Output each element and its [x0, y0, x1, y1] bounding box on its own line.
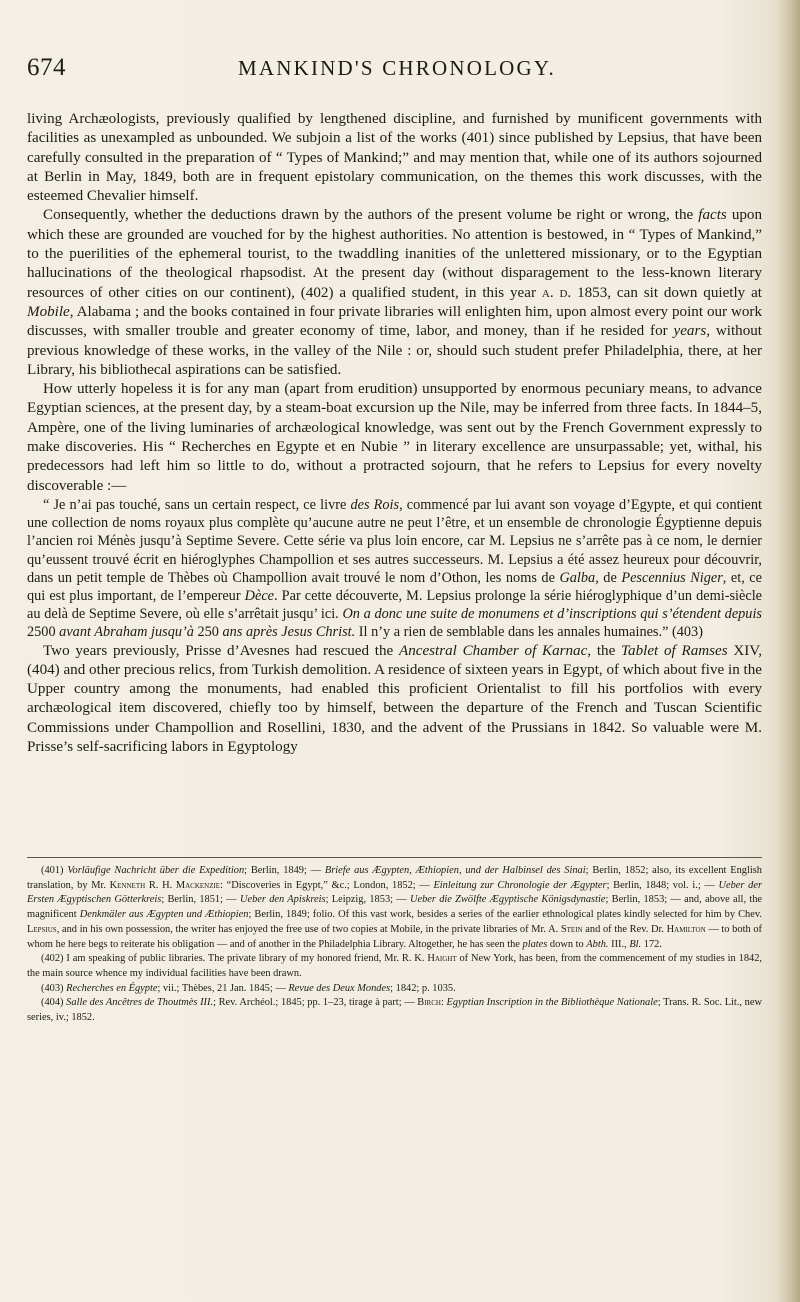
page-number: 674 — [27, 54, 66, 81]
paragraph-4: Two years previously, Prisse d’Avesnes had rescued the Ancestral Chamber of Karnac, the Tablet of Ramses XIV, (404) and other precious relics, from Turkish demolition. A residence of sixteen years in Egypt, of which about five in the Upper country among the monuments, had enabled this proficient Orientalist to fill his portfolios with every archæological item discovered, chiefly too by himself, between the departure of the French and Tuscan Scientific Commissions under Champollion and Rosellini, 1830, and the advent of the Prussians in 1842. So valuable were M. Prisse’s self-sacrificing labors in Egyptology — [27, 642, 763, 756]
paragraph-1: living Archæologists, previously qualified by lengthened discipline, and furnished by munificent governments with facilities as unexampled as unbounded. We subjoin a list of the works (401) since published by Lepsius, that have been carefully consulted in the preparation of “ Types of Mankind;” and may mention that, while one of its authors sojourned at Berlin in May, 1849, both are in frequent epistolary communication, on the themes this work discusses, with the esteemed Chevalier himself. — [27, 111, 762, 205]
page-edge-shadow — [778, 0, 800, 1302]
footnote-402: (402) I am speaking of public libraries. The private library of my honored friend, Mr. R. K. Haight of New York, has been, from the commencement of my studies in 1842, the main source whence my individual facilities have been drawn. — [27, 953, 763, 979]
main-text — [27, 110, 762, 757]
footnote-rule — [27, 857, 762, 858]
footnotes — [27, 864, 762, 1026]
footnote-404: (404) Salle des Ancêtres de Thoutmès III.; Rev. Archéol.; 1845; pp. 1–23, tirage à part; — Birch: Egyptian Inscription in the Bibliothèque Nationale; Trans. R. Soc. Lit., new series, iv.; 1852. — [27, 997, 762, 1024]
page-header — [27, 54, 762, 84]
french-quotation: “ Je n’ai pas touché, sans un certain respect, ce livre des Rois, commencé par lui avant son voyage d’Egypte, et qui contient une collection de noms royaux plus complète qu’aucune autre ne peut l’être, et un ensemble de chronologie Égyptienne depuis l’ancien roi Ménès jusqu’à Septime Severe. Cette série va plus loin encore, car M. Lepsius ne s’arrête pas à ce nom, le dernier qu’eussent trouvé écrit en hiéroglyphes Champollion et ses autres successeurs. M. Lepsius a été assez heureux pour découvrir, dans un petit temple de Thèbes où Champollion avait trouvé le nom d’Othon, les noms de Galba, de Pescennius Niger, et, ce qui est plus important, de l’empereur Dèce. Par cette découverte, M. Lepsius prolonge la série hiéroglyphique d’un demi-siècle au delà de Septime Severe, où elle s’arrêtait jusqu’ ici. On a donc une suite de monumens et d’inscriptions qui s’étendent depuis 2500 avant Abraham jusqu’à 250 ans après Jesus Christ. Il n’y a rien de semblable dans les annales humaines.” (403) — [27, 496, 763, 641]
paragraph-2: Consequently, whether the deductions drawn by the authors of the present volume be right or wrong, the facts upon which these are grounded are vouched for by the highest authorities. No attention is bestowed, in “ Types of Mankind,” to the puerilities of the ephemeral tourist, to the twaddling inanities of the unlettered missionary, or to the Egyptian hallucinations of the theological rhapsodist. At the present day (without disparagement to the less-known literary resources of other cities on our continent), (402) a qualified student, in this year a. d. 1853, can sit down quietly at Mobile, Alabama ; and the books contained in four private libraries will enlighten him, upon almost every point our work discusses, with smaller trouble and greater economy of time, labor, and money, than if he resided for years, without previous knowledge of these works, in the valley of the Nile : or, should such student prefer Philadelphia, there, at her Library, his bibliothecal aspirations can be satisfied. — [27, 207, 763, 378]
footnote-403: (403) Recherches en Égypte; vii.; Thèbes, 21 Jan. 1845; — Revue des Deux Mondes; 1842; p. 1035. — [41, 982, 456, 994]
running-title: MANKIND'S CHRONOLOGY. — [238, 56, 556, 80]
paragraph-3: How utterly hopeless it is for any man (apart from erudition) unsupported by enormous pecuniary means, to advance Egyptian sciences, at the present day, by a steam-boat excursion up the Nile, may be inferred from three facts. In 1844–5, Ampère, one of the living luminaries of archæological knowledge, was sent out by the French Government expressly to make discoveries. His “ Recherches en Egypte et en Nubie ” in literary excellence are unsurpassable; yet, withal, his predecessors had left him so little to do, without a protracted sojourn, that he refers to Lepsius for every novelty discoverable :— — [27, 381, 762, 494]
footnote-401: (401) Vorläufige Nachricht über die Expedition; Berlin, 1849; — Briefe aus Ægypten, Æthiopien, und der Halbinsel des Sinai; Berlin, 1852; also, its excellent English translation, by Mr. Kenneth R. H. Mackenzie: “Discoveries in Egypt,” &c.; London, 1852; — Einleitung zur Chronologie der Ægypter; Berlin, 1848; vol. i.; — Ueber der Ersten Ægyptischen Götterkreis; Berlin, 1851; — Ueber den Apiskreis; Leipzig, 1853; — Ueber die Zwölfte Ægyptische Königsdynastie; Berlin, 1853; — and, above all, the magnificent Denkmäler aus Ægypten und Æthiopien; Berlin, 1849; folio. Of this vast work, besides a series of the earlier ethnological plates kindly selected for him by Chev. Lepsius, and in his own possession, the writer has enjoyed the free use of two copies at Mobile, in the private libraries of Mr. A. Stein and of the Rev. Dr. Hamilton — to both of whom he here begs to reiterate his obligation — and of another in the Philadelphia Library. Altogether, he has seen the plates down to Abth. III., Bl. 172. — [27, 865, 763, 950]
